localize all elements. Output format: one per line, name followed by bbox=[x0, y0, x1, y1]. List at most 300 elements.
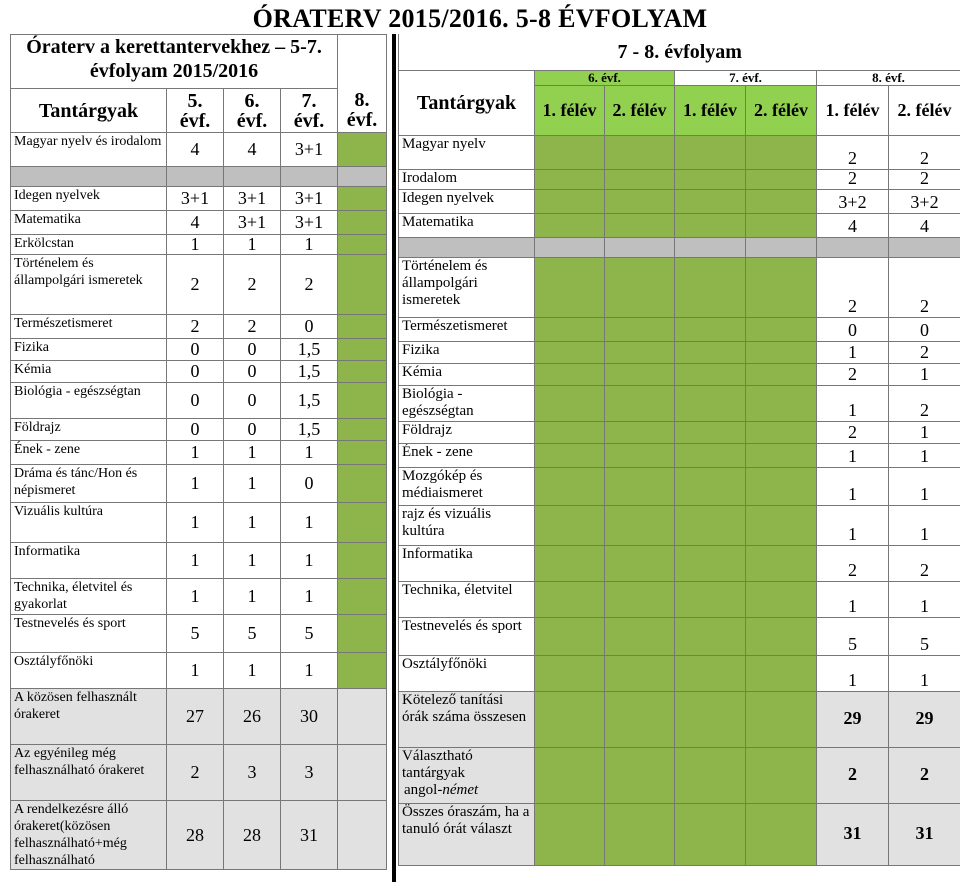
value-8-1-cell: 1 bbox=[817, 655, 889, 691]
table-row bbox=[399, 803, 960, 865]
table-row bbox=[11, 615, 387, 653]
table-row bbox=[11, 167, 387, 187]
value-8-2-cell: 31 bbox=[889, 803, 960, 865]
semester-cell bbox=[535, 505, 605, 545]
table-row bbox=[11, 315, 387, 339]
semester-cell bbox=[535, 617, 605, 655]
table-row bbox=[399, 169, 960, 189]
subject-cell: Ének - zene bbox=[11, 441, 167, 465]
value-8-1-cell: 29 bbox=[817, 691, 889, 747]
subject-cell: Erkölcstan bbox=[11, 235, 167, 255]
subject-cell: Irodalom bbox=[399, 169, 535, 189]
value-7-cell: 1 bbox=[281, 543, 338, 579]
semester-cell bbox=[535, 237, 605, 257]
table-row bbox=[399, 257, 960, 317]
value-7-cell: 1,5 bbox=[281, 383, 338, 419]
semester-cell bbox=[605, 691, 675, 747]
value-8-2-cell: 1 bbox=[889, 505, 960, 545]
value-6-cell: 5 bbox=[224, 615, 281, 653]
value-6-cell: 0 bbox=[224, 339, 281, 361]
table-row bbox=[399, 189, 960, 213]
value-8-cell bbox=[338, 689, 387, 745]
semester-cell bbox=[675, 385, 746, 421]
semester-cell bbox=[535, 421, 605, 443]
semester-cell bbox=[535, 467, 605, 505]
table-row bbox=[11, 745, 387, 801]
value-8-cell bbox=[338, 339, 387, 361]
value-8-2-cell: 1 bbox=[889, 363, 960, 385]
value-5-cell bbox=[167, 167, 224, 187]
value-8-1-cell: 2 bbox=[817, 545, 889, 581]
value-7-cell: 0 bbox=[281, 315, 338, 339]
value-5-cell: 1 bbox=[167, 441, 224, 465]
subject-text: Választható tantárgyak bbox=[402, 747, 473, 781]
value-8-2-cell: 1 bbox=[889, 443, 960, 467]
table-divider bbox=[392, 34, 396, 882]
table-row bbox=[11, 465, 387, 503]
value-5-cell: 1 bbox=[167, 579, 224, 615]
value-5-cell: 0 bbox=[167, 419, 224, 441]
semester-cell bbox=[535, 135, 605, 169]
table-row bbox=[399, 385, 960, 421]
semester-cell bbox=[746, 655, 817, 691]
value-8-cell bbox=[338, 615, 387, 653]
value-8-1-cell: 4 bbox=[817, 213, 889, 237]
table-row bbox=[11, 211, 387, 235]
subject-cell: Idegen nyelvek bbox=[11, 187, 167, 211]
value-7-cell: 5 bbox=[281, 615, 338, 653]
subject-cell: Ének - zene bbox=[399, 443, 535, 467]
table-row bbox=[11, 579, 387, 615]
semester-cell bbox=[746, 385, 817, 421]
value-8-2-cell: 4 bbox=[889, 213, 960, 237]
value-7-cell: 1,5 bbox=[281, 339, 338, 361]
value-8-2-cell bbox=[889, 237, 960, 257]
semester-cell bbox=[675, 617, 746, 655]
semester-cell bbox=[605, 363, 675, 385]
table-row bbox=[399, 505, 960, 545]
value-8-cell bbox=[338, 419, 387, 441]
value-8-2-cell: 2 bbox=[889, 545, 960, 581]
right-sem-8-2: 2. félév bbox=[889, 85, 960, 135]
subject-cell: Kötelező tanítási órák száma összesen bbox=[399, 691, 535, 747]
value-5-cell: 1 bbox=[167, 543, 224, 579]
semester-cell bbox=[675, 421, 746, 443]
semester-cell bbox=[535, 803, 605, 865]
semester-cell bbox=[675, 545, 746, 581]
semester-cell bbox=[605, 803, 675, 865]
table-row bbox=[399, 467, 960, 505]
value-5-cell: 1 bbox=[167, 235, 224, 255]
semester-cell bbox=[605, 617, 675, 655]
table-row bbox=[399, 421, 960, 443]
semester-cell bbox=[605, 169, 675, 189]
value-6-cell: 1 bbox=[224, 465, 281, 503]
subject-cell: Idegen nyelvek bbox=[399, 189, 535, 213]
subject-cell: Összes óraszám, ha a tanuló órát választ bbox=[399, 803, 535, 865]
semester-cell bbox=[746, 545, 817, 581]
semester-cell bbox=[675, 189, 746, 213]
semester-cell bbox=[675, 213, 746, 237]
value-8-1-cell: 2 bbox=[817, 135, 889, 169]
value-8-1-cell: 1 bbox=[817, 443, 889, 467]
semester-cell bbox=[535, 747, 605, 803]
semester-cell bbox=[746, 803, 817, 865]
semester-cell bbox=[535, 545, 605, 581]
subject-cell bbox=[399, 237, 535, 257]
value-8-2-cell: 5 bbox=[889, 617, 960, 655]
semester-cell bbox=[746, 421, 817, 443]
right-grade-6: 6. évf. bbox=[535, 70, 675, 85]
subject-cell: Informatika bbox=[399, 545, 535, 581]
value-8-2-cell: 1 bbox=[889, 467, 960, 505]
semester-cell bbox=[605, 213, 675, 237]
value-8-cell bbox=[338, 211, 387, 235]
subject-cell: Fizika bbox=[399, 341, 535, 363]
semester-cell bbox=[746, 213, 817, 237]
semester-cell bbox=[605, 135, 675, 169]
value-7-cell: 0 bbox=[281, 465, 338, 503]
left-header-title: Óraterv a kerettantervekhez – 5-7. évfolyam 2015/2016 bbox=[11, 35, 338, 89]
value-8-1-cell: 2 bbox=[817, 363, 889, 385]
value-8-2-cell: 29 bbox=[889, 691, 960, 747]
subject-cell: Természetismeret bbox=[399, 317, 535, 341]
value-6-cell: 3+1 bbox=[224, 211, 281, 235]
value-8-2-cell: 2 bbox=[889, 257, 960, 317]
value-8-1-cell: 1 bbox=[817, 467, 889, 505]
semester-cell bbox=[605, 317, 675, 341]
value-7-cell: 1 bbox=[281, 441, 338, 465]
subject-cell: Dráma és tánc/Hon és népismeret bbox=[11, 465, 167, 503]
value-8-cell bbox=[338, 465, 387, 503]
table-row bbox=[11, 441, 387, 465]
subject-cell: Informatika bbox=[11, 543, 167, 579]
value-6-cell: 0 bbox=[224, 361, 281, 383]
value-6-cell: 0 bbox=[224, 383, 281, 419]
value-8-2-cell: 2 bbox=[889, 385, 960, 421]
table-row bbox=[11, 689, 387, 745]
value-5-cell: 0 bbox=[167, 339, 224, 361]
subject-cell: Az egyénileg még felhasználható órakeret bbox=[11, 745, 167, 801]
value-8-cell bbox=[338, 801, 387, 870]
value-5-cell: 1 bbox=[167, 465, 224, 503]
value-8-2-cell: 1 bbox=[889, 655, 960, 691]
subject-cell: Matematika bbox=[11, 211, 167, 235]
right-sem-7-1: 1. félév bbox=[675, 85, 746, 135]
semester-cell bbox=[675, 803, 746, 865]
semester-cell bbox=[675, 655, 746, 691]
value-8-1-cell: 1 bbox=[817, 341, 889, 363]
value-8-1-cell: 0 bbox=[817, 317, 889, 341]
table-row bbox=[399, 213, 960, 237]
value-6-cell: 28 bbox=[224, 801, 281, 870]
value-6-cell bbox=[224, 167, 281, 187]
semester-cell bbox=[605, 505, 675, 545]
semester-cell bbox=[675, 443, 746, 467]
value-7-cell: 2 bbox=[281, 255, 338, 315]
table-row bbox=[11, 235, 387, 255]
semester-cell bbox=[535, 385, 605, 421]
value-8-cell bbox=[338, 579, 387, 615]
value-8-cell bbox=[338, 255, 387, 315]
table-row bbox=[399, 341, 960, 363]
value-6-cell: 2 bbox=[224, 255, 281, 315]
value-8-cell bbox=[338, 441, 387, 465]
semester-cell bbox=[746, 363, 817, 385]
value-6-cell: 1 bbox=[224, 653, 281, 689]
table-row bbox=[11, 801, 387, 870]
value-8-2-cell: 3+2 bbox=[889, 189, 960, 213]
subject-cell bbox=[399, 747, 535, 803]
value-7-cell: 3+1 bbox=[281, 211, 338, 235]
semester-cell bbox=[675, 467, 746, 505]
value-6-cell: 2 bbox=[224, 315, 281, 339]
semester-cell bbox=[605, 385, 675, 421]
value-8-cell bbox=[338, 503, 387, 543]
semester-cell bbox=[675, 169, 746, 189]
value-5-cell: 2 bbox=[167, 255, 224, 315]
table-row bbox=[11, 419, 387, 441]
semester-cell bbox=[535, 443, 605, 467]
table-row bbox=[399, 747, 960, 803]
value-5-cell: 5 bbox=[167, 615, 224, 653]
value-5-cell: 4 bbox=[167, 211, 224, 235]
value-8-1-cell: 1 bbox=[817, 385, 889, 421]
value-7-cell: 1,5 bbox=[281, 419, 338, 441]
value-6-cell: 3 bbox=[224, 745, 281, 801]
value-8-cell bbox=[338, 543, 387, 579]
page-title: ÓRATERV 2015/2016. 5-8 ÉVFOLYAM bbox=[252, 4, 708, 33]
semester-cell bbox=[535, 363, 605, 385]
semester-cell bbox=[535, 655, 605, 691]
value-5-cell: 0 bbox=[167, 383, 224, 419]
right-header-title: 7 - 8. évfolyam bbox=[399, 34, 960, 70]
semester-cell bbox=[746, 257, 817, 317]
value-5-cell: 1 bbox=[167, 503, 224, 543]
table-row bbox=[11, 187, 387, 211]
semester-cell bbox=[675, 505, 746, 545]
value-8-1-cell: 5 bbox=[817, 617, 889, 655]
semester-cell bbox=[746, 443, 817, 467]
value-8-1-cell: 2 bbox=[817, 169, 889, 189]
value-5-cell: 2 bbox=[167, 315, 224, 339]
semester-cell bbox=[605, 443, 675, 467]
right-col-subject: Tantárgyak bbox=[399, 70, 535, 135]
semester-cell bbox=[746, 505, 817, 545]
right-table bbox=[398, 34, 960, 866]
value-5-cell: 1 bbox=[167, 653, 224, 689]
subject-cell: Földrajz bbox=[11, 419, 167, 441]
value-8-cell bbox=[338, 361, 387, 383]
table-row bbox=[399, 135, 960, 169]
value-7-cell: 1 bbox=[281, 653, 338, 689]
semester-cell bbox=[535, 317, 605, 341]
value-5-cell: 2 bbox=[167, 745, 224, 801]
right-sem-7-2: 2. félév bbox=[746, 85, 817, 135]
semester-cell bbox=[746, 237, 817, 257]
semester-cell bbox=[535, 341, 605, 363]
semester-cell bbox=[675, 691, 746, 747]
semester-cell bbox=[746, 747, 817, 803]
subject-cell: Történelem és állampolgári ismeretek bbox=[11, 255, 167, 315]
value-8-1-cell: 2 bbox=[817, 747, 889, 803]
value-8-2-cell: 1 bbox=[889, 421, 960, 443]
semester-cell bbox=[605, 747, 675, 803]
value-8-cell bbox=[338, 187, 387, 211]
subject-cell: Matematika bbox=[399, 213, 535, 237]
value-8-2-cell: 2 bbox=[889, 135, 960, 169]
table-row bbox=[11, 339, 387, 361]
value-8-1-cell: 31 bbox=[817, 803, 889, 865]
semester-cell bbox=[605, 421, 675, 443]
value-8-cell bbox=[338, 235, 387, 255]
value-8-2-cell: 1 bbox=[889, 581, 960, 617]
table-row bbox=[11, 255, 387, 315]
value-7-cell: 1 bbox=[281, 235, 338, 255]
value-8-2-cell: 2 bbox=[889, 341, 960, 363]
semester-cell bbox=[605, 237, 675, 257]
value-8-1-cell: 2 bbox=[817, 257, 889, 317]
semester-cell bbox=[535, 257, 605, 317]
left-col-6: 6. évf. bbox=[224, 89, 281, 133]
value-7-cell: 3+1 bbox=[281, 187, 338, 211]
subject-cell: Mozgókép és médiaismeret bbox=[399, 467, 535, 505]
left-col-subject: Tantárgyak bbox=[11, 89, 167, 133]
subject-cell: A közösen felhasznált órakeret bbox=[11, 689, 167, 745]
semester-cell bbox=[675, 135, 746, 169]
table-row bbox=[399, 443, 960, 467]
subject-cell: Testnevelés és sport bbox=[399, 617, 535, 655]
semester-cell bbox=[535, 189, 605, 213]
value-8-1-cell: 1 bbox=[817, 581, 889, 617]
value-8-cell bbox=[338, 167, 387, 187]
value-6-cell: 26 bbox=[224, 689, 281, 745]
table-row bbox=[399, 237, 960, 257]
table-row bbox=[399, 363, 960, 385]
table-row bbox=[11, 133, 387, 167]
subject-cell: Magyar nyelv bbox=[399, 135, 535, 169]
value-7-cell: 1 bbox=[281, 579, 338, 615]
subject-cell: Kémia bbox=[399, 363, 535, 385]
value-8-cell bbox=[338, 383, 387, 419]
value-5-cell: 0 bbox=[167, 361, 224, 383]
right-sem-6-1: 1. félév bbox=[535, 85, 605, 135]
value-6-cell: 1 bbox=[224, 579, 281, 615]
subject-cell: Történelem és állampolgári ismeretek bbox=[399, 257, 535, 317]
value-6-cell: 1 bbox=[224, 441, 281, 465]
subject-cell: A rendelkezésre álló órakeret(közösen felhasználható+még felhasználható bbox=[11, 801, 167, 870]
subject-cell: Vizuális kultúra bbox=[11, 503, 167, 543]
value-5-cell: 4 bbox=[167, 133, 224, 167]
value-8-cell bbox=[338, 745, 387, 801]
semester-cell bbox=[746, 581, 817, 617]
semester-cell bbox=[605, 581, 675, 617]
semester-cell bbox=[535, 213, 605, 237]
semester-cell bbox=[535, 169, 605, 189]
value-8-2-cell: 0 bbox=[889, 317, 960, 341]
semester-cell bbox=[746, 135, 817, 169]
value-6-cell: 3+1 bbox=[224, 187, 281, 211]
value-7-cell: 1 bbox=[281, 503, 338, 543]
left-col-5: 5. évf. bbox=[167, 89, 224, 133]
semester-cell bbox=[605, 257, 675, 317]
right-sem-8-1: 1. félév bbox=[817, 85, 889, 135]
semester-cell bbox=[675, 257, 746, 317]
semester-cell bbox=[675, 747, 746, 803]
subject-cell: Fizika bbox=[11, 339, 167, 361]
value-8-cell bbox=[338, 315, 387, 339]
value-6-cell: 4 bbox=[224, 133, 281, 167]
left-table bbox=[10, 34, 387, 870]
value-6-cell: 1 bbox=[224, 503, 281, 543]
value-7-cell: 31 bbox=[281, 801, 338, 870]
left-col-7: 7. évf. bbox=[281, 89, 338, 133]
value-6-cell: 0 bbox=[224, 419, 281, 441]
subject-cell: Osztályfőnöki bbox=[11, 653, 167, 689]
subject-cell: Kémia bbox=[11, 361, 167, 383]
subject-cell: Természetismeret bbox=[11, 315, 167, 339]
semester-cell bbox=[605, 467, 675, 505]
subject-extra: angol- bbox=[404, 781, 443, 798]
value-8-1-cell: 3+2 bbox=[817, 189, 889, 213]
subject-cell: Földrajz bbox=[399, 421, 535, 443]
table-row bbox=[11, 503, 387, 543]
semester-cell bbox=[746, 189, 817, 213]
table-row bbox=[399, 617, 960, 655]
value-7-cell bbox=[281, 167, 338, 187]
table-row bbox=[11, 361, 387, 383]
value-8-2-cell: 2 bbox=[889, 169, 960, 189]
right-grade-8: 8. évf. bbox=[817, 70, 960, 85]
semester-cell bbox=[675, 237, 746, 257]
table-row bbox=[11, 543, 387, 579]
subject-extra-italic: német bbox=[442, 781, 479, 798]
semester-cell bbox=[605, 341, 675, 363]
value-8-1-cell: 1 bbox=[817, 505, 889, 545]
subject-cell bbox=[11, 167, 167, 187]
semester-cell bbox=[535, 691, 605, 747]
semester-cell bbox=[605, 189, 675, 213]
value-8-2-cell: 2 bbox=[889, 747, 960, 803]
value-7-cell: 3+1 bbox=[281, 133, 338, 167]
value-8-cell bbox=[338, 133, 387, 167]
semester-cell bbox=[746, 317, 817, 341]
semester-cell bbox=[605, 545, 675, 581]
semester-cell bbox=[746, 341, 817, 363]
semester-cell bbox=[675, 581, 746, 617]
table-row bbox=[399, 545, 960, 581]
subject-cell: Technika, életvitel és gyakorlat bbox=[11, 579, 167, 615]
right-sem-6-2: 2. félév bbox=[605, 85, 675, 135]
subject-cell: Osztályfőnöki bbox=[399, 655, 535, 691]
value-8-1-cell: 2 bbox=[817, 421, 889, 443]
subject-cell: Biológia - egészségtan bbox=[399, 385, 535, 421]
table-row bbox=[399, 691, 960, 747]
semester-cell bbox=[675, 317, 746, 341]
semester-cell bbox=[746, 691, 817, 747]
value-7-cell: 30 bbox=[281, 689, 338, 745]
semester-cell bbox=[746, 617, 817, 655]
value-7-cell: 1,5 bbox=[281, 361, 338, 383]
value-5-cell: 28 bbox=[167, 801, 224, 870]
subject-cell: rajz és vizuális kultúra bbox=[399, 505, 535, 545]
semester-cell bbox=[605, 655, 675, 691]
right-grade-7: 7. évf. bbox=[675, 70, 817, 85]
table-row bbox=[11, 383, 387, 419]
semester-cell bbox=[746, 467, 817, 505]
value-8-1-cell bbox=[817, 237, 889, 257]
semester-cell bbox=[535, 581, 605, 617]
